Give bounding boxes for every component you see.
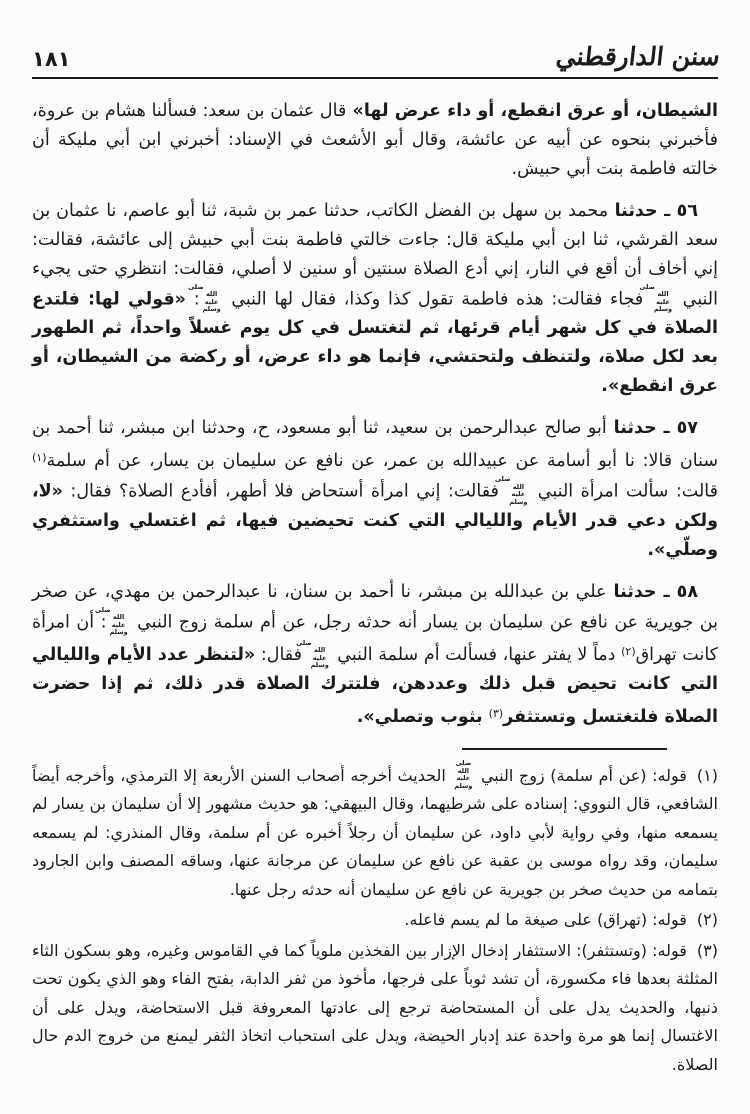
text-segment: قوله: (تهراق) على صيغة ما لم يسم فاعله. [404,910,687,930]
text-segment: «لتنظر عدد الأيام والليالي التي كانت تحيض قبل ذلك وعددهن، فلتترك الصلاة قدر ذلك، ثم إذا حضرت الصلاة فلتغتسل وتستثفر [32,645,718,728]
text-segment: فجاء فقالت: هذه فاطمة تقول كذا وكذا، فقال لها النبي [223,289,651,310]
body-text [32,97,718,732]
text-segment: «قولي لها: فلتدع الصلاة في كل شهر أيام قرئها، ثم لتغتسل في كل يوم غسلاً واحداً، ثم الطهور بعد لكل صلاة، ولتنظف ولتحتشي، فإنما هو داء عرض، أو ركضة من الشيطان، أو عرق انقطع». [32,289,718,397]
footnote-2-text [404,910,687,929]
honorific-saw: صلى الله عليه وسلم [188,283,221,314]
book-title: سنن الدارقطني [552,42,721,71]
honorific-saw: صلى الله عليه وسلم [296,638,329,670]
footnote-2-marker: (٢) [696,910,718,930]
page-header [32,0,721,79]
text-segment: قال عثمان بن سعد: فسألنا هشام بن عروة، فأخبرني بنحوه عن أبيه عن عائشة، وقال أبو الأشعث في الإسناد: أخبرني ابن أبي مليكة أن خالته فاطمة بنت أبي حبيش. [32,101,718,179]
footnotes-section [32,760,718,1079]
honorific-saw: صلى الله عليه وسلم [454,759,473,790]
text-segment: ٥٨ ـ حدثنا [606,581,699,602]
footnote-3 [32,937,718,1080]
footnote-ref: (٣) [488,707,504,721]
hadith-58 [32,578,718,732]
footnote-ref: (١) [32,451,47,465]
text-segment: دماً لا يفتر عنها، فسألت أم سلمة النبي [331,645,622,666]
text-segment: قوله: (وتستثفر): الاستثفار إدخال الإزار بين الفخذين ملوياً كما في القاموس وغيره، وهو بسكون الثاء المثلثة بعدها فاء مكسورة، أن تشد ثوباً على فرجها، مأخوذ من ثفر الدابة، بفتح الفاء وهو الذي يكون تحت ذنبها، والحديث يدل على أن المستحاضة ترجع إلى عادتها المعروفة قبل الاستحاضة، ويدل على أن الاغتسال إنما هو مرة واحدة عند إدبار الحيضة، ويدل على استحباب اتخاذ الثفر ليمنع من خروج الدم حال الصلاة. [32,940,718,1074]
honorific-saw: صلى الله عليه وسلم [639,283,673,314]
hadith-57 [32,414,718,564]
text-segment: أبو صالح عبدالرحمن بن سعيد، ثنا أبو مسعود، ح، وحدثنا ابن مبشر، ثنا أحمد بن سنان قالا: نا أبو أسامة عن عبيدالله بن عمر، عن نافع عن سليمان بن يسار، عن أم سلمة [32,418,718,472]
text-segment: ٥٦ ـ حدثنا [608,201,699,221]
footnote-1-text [32,759,718,899]
text-segment: فقالت: إني امرأة أستحاض فلا أطهر، أفأدع الصلاة؟ فقال: [62,481,507,502]
text-segment: «لا، ولكن دعي قدر الأيام والليالي التي كنت تحيضين فيها، ثم اغتسلي واستثفري وصلّي». [32,481,718,560]
text-segment: ٥٧ ـ حدثنا [606,418,698,439]
honorific-saw: صلى الله عليه وسلم [494,475,528,506]
footnote-3-text [32,941,718,1074]
hadith-56 [32,197,718,401]
text-segment: الحديث أخرجه أصحاب السنن الأربعة إلا الترمذي، وأخرجه أيضاً الشافعي، قال النووي: إسناده على شرطيهما، وقال البيهقي: هو حديث مشهور إلا أن سليمان بن يسار لم يسمعه منها، وفي رواية لأبي داود، عن سليمان أن رجلاً أخبره عن أم سلمة، وقال المنذري: لم يسمعه سليمان، وقد رواه موسى بن عقبة عن نافع عن سليمان عن مرجانة عنها، وساقه المصنف وابن الجارود بتمامه من حديث صخر بن جويرية عن نافع عن سليمان أنه حدثه رجل عنها. [32,765,718,899]
honorific-saw: صلى الله عليه وسلم [95,605,128,637]
footnote-2 [32,906,718,935]
footnote-1 [32,760,718,904]
text-segment: قوله: (عن أم سلمة) زوج النبي [475,765,687,785]
page-number: ١٨١ [32,47,71,71]
text-segment: : [186,289,200,310]
footnote-3-marker: (٣) [696,940,718,960]
footnote-ref: (٢) [621,645,636,659]
text-segment: محمد بن سهل بن الفضل الكاتب، حدثنا عمر بن شبة، ثنا أبو عاصم، نا عثمان بن سعد القرشي، ثنا ابن أبي مليكة قال: جاءت خالتي فاطمة بنت أبي حبيش إلى عائشة، فقالت: إني أخاف أن أقع في النار، إني أدع الصلاة سنتين أو سنين لا أصلي، فقالت: انتظري حتى يجيء النبي [32,201,719,310]
text-segment: بثوب وتصلي». [356,707,489,728]
text-segment: قالت: سألت امرأة النبي [530,481,718,502]
paragraph-continuation [32,97,718,184]
footnote-1-marker: (١) [696,765,718,785]
text-segment: الشيطان، أو عرق انقطع، أو داء عرض لها» [346,101,719,121]
text-segment: علي بن عبدالله بن مبشر، نا أحمد بن سنان، نا عبدالرحمن بن مهدي، عن صخر بن جويرية عن نافع عن سليمان بن يسار أنه حدثه رجل، عن أم سلمة زوج النبي [32,581,718,633]
text-segment: : أن امرأة كانت تهراق [32,612,718,666]
text-segment: فقال: [255,645,308,666]
footnote-separator [462,748,667,750]
